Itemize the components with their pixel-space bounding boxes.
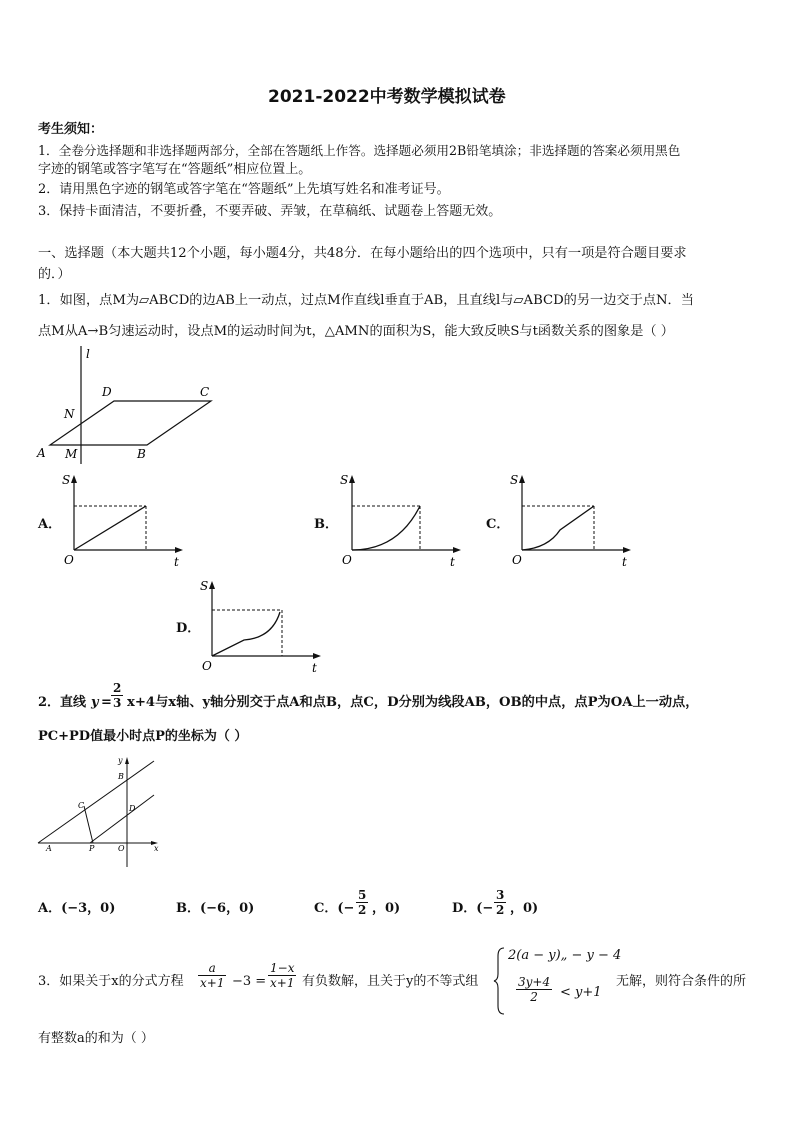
q2-y-var: y [91, 695, 99, 710]
q3-mid: −3 = [232, 974, 267, 989]
notice-line-2: 2．请用黑色字迹的钢笔或答字笔在“答题纸”上先填写姓名和准考证号。 [38, 182, 450, 197]
label-b: B [137, 447, 146, 461]
svg-text:t: t [312, 661, 317, 675]
q2-text-b: PC+PD值最小时点P的坐标为（ ） [38, 729, 248, 744]
q3-system-brace [494, 946, 506, 1016]
axis-t: t [174, 555, 179, 569]
q1-parallelogram-figure [30, 340, 230, 470]
q2-option-c-pre: C．(− [314, 901, 355, 916]
q2-eq: = [101, 695, 112, 710]
q2-fraction: $\frac{2}{3}$ [113, 681, 122, 710]
svg-text:A: A [46, 844, 52, 853]
q2-option-c-fraction: $\frac{5}{2}$ [358, 888, 367, 917]
q3-system-fraction: $\frac{3y+4}{2}$ [518, 975, 551, 1004]
q3-text-end: 无解，则符合条件的所 [616, 974, 747, 989]
q3-fraction-1: $\frac{a}{x+1}$ [200, 961, 225, 990]
q2-option-d-fraction: $\frac{3}{2}$ [496, 888, 505, 917]
label-n: N [64, 407, 75, 421]
page-title: 2021-2022中考数学模拟试卷 [268, 87, 506, 107]
q3-fraction-2: $\frac{1-x}{x+1}$ [270, 961, 295, 990]
svg-text:y: y [118, 756, 123, 765]
q1-option-c-label: C． [486, 517, 510, 532]
svg-text:S: S [340, 473, 349, 487]
label-c: C [200, 385, 210, 399]
q2-option-d-pre: D．(− [452, 901, 494, 916]
svg-text:D: D [129, 804, 136, 813]
svg-text:P: P [89, 844, 95, 853]
label-d: D [102, 385, 112, 399]
svg-text:t: t [622, 555, 627, 569]
q1-option-a-graph [60, 472, 190, 572]
svg-text:O: O [512, 553, 522, 567]
svg-text:B: B [118, 772, 124, 781]
q2-text-a: x+4与x轴、y轴分别交于点A和点B，点C，D分别为线段AB，OB的中点，点P为OA上一动点， [127, 695, 699, 710]
q3-system-line-2-rest: < y+1 [560, 985, 602, 1000]
svg-text:x: x [154, 844, 159, 853]
q1-option-b-label: B． [314, 517, 338, 532]
label-a: A [37, 446, 46, 460]
q3-text-b: 有整数a的和为（ ） [38, 1031, 154, 1046]
axis-s: S [62, 473, 71, 487]
q1-option-d-label: D． [176, 621, 201, 636]
svg-text:S: S [200, 579, 209, 593]
notice-line-1a: 1．全卷分选择题和非选择题两部分，全部在答题纸上作答。选择题必须用2B铅笔填涂；非选择题的答案必须用黑色 [38, 143, 681, 158]
q1-text-a: 1．如图，点M为▱ABCD的边AB上一动点，过点M作直线l垂直于AB，且直线l与▱ABCD的另一边交于点N．当 [38, 293, 694, 308]
origin-o: O [64, 553, 74, 567]
q3-text-mid: 有负数解，且关于y的不等式组 [302, 974, 479, 989]
q3-prefix: 3．如果关于x的分式方程 [38, 974, 184, 989]
q2-coordinate-figure [36, 755, 166, 875]
notice-line-1b: 字迹的钢笔或答字笔写在“答题纸”相应位置上。 [38, 162, 312, 177]
q1-option-c-graph [508, 472, 638, 572]
q1-option-a-label: A． [38, 517, 62, 532]
q2-option-a: A．(−3，0) [38, 901, 116, 916]
q2-option-c-post: ，0) [372, 901, 401, 916]
notice-heading: 考生须知： [38, 122, 104, 137]
svg-text:O: O [118, 844, 125, 853]
svg-text:t: t [450, 555, 455, 569]
label-l: l [86, 347, 90, 361]
section-heading-a: 一、选择题（本大题共12个小题，每小题4分，共48分．在每小题给出的四个选项中，只有一项是符合题目要求 [38, 246, 687, 261]
svg-text:C: C [78, 801, 85, 810]
notice-line-3: 3．保持卡面清洁，不要折叠，不要弄破、弄皱，在草稿纸、试题卷上答题无效。 [38, 204, 502, 219]
q1-text-b: 点M从A→B匀速运动时，设点M的运动时间为t，△AMN的面积为S，能大致反映S与t函数关系的图象是（ ） [38, 324, 674, 339]
q1-option-b-graph [338, 472, 468, 572]
q3-system-line-1: 2(a − y)„ − y − 4 [508, 948, 622, 963]
section-heading-b: 的．） [38, 267, 71, 282]
q2-option-d-post: ，0) [510, 901, 539, 916]
q2-prefix: 2．直线 [38, 695, 87, 710]
q1-option-d-graph [198, 578, 328, 678]
svg-text:O: O [342, 553, 352, 567]
svg-text:O: O [202, 659, 212, 673]
svg-text:S: S [510, 473, 519, 487]
q2-option-b: B．(−6，0) [176, 901, 255, 916]
label-m: M [65, 447, 78, 461]
